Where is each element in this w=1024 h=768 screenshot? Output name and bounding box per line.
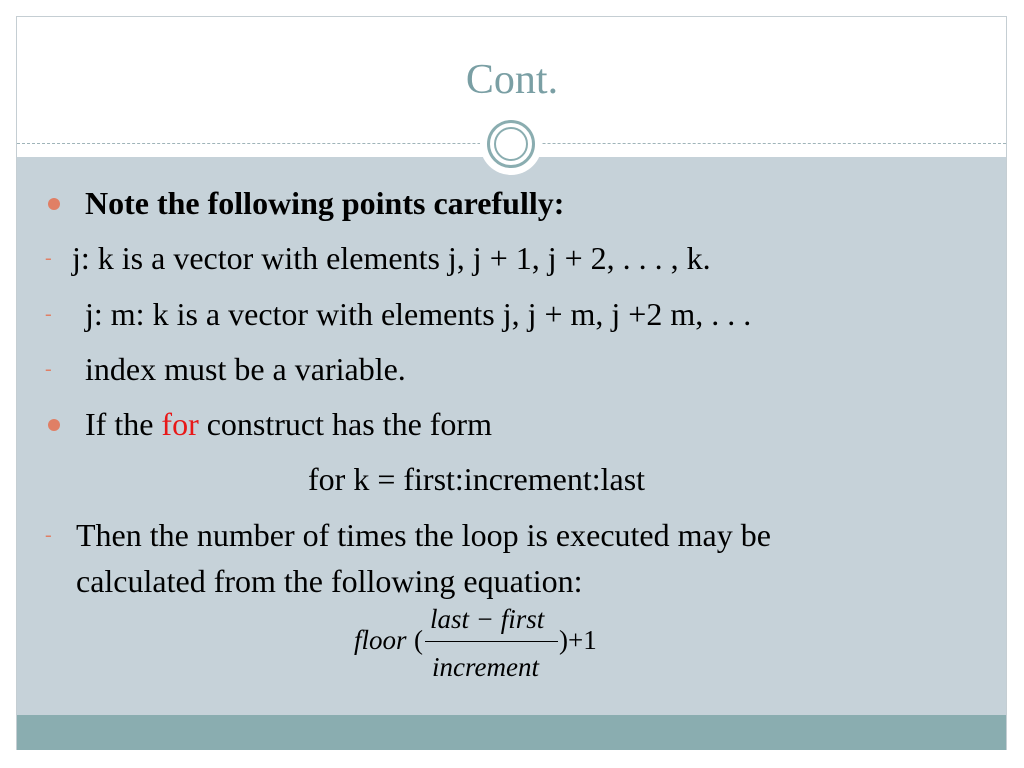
equation-open-paren: ( bbox=[414, 625, 423, 655]
for-keyword: for bbox=[161, 406, 199, 442]
for-loop-syntax: for k = first:increment:last bbox=[308, 461, 646, 497]
bullet-vector-jk: j: k is a vector with elements j, j + 1, j + 2, . . . , k. bbox=[72, 240, 711, 276]
bullet-note-heading: Note the following points carefully: bbox=[85, 185, 565, 221]
circle-ornament-icon bbox=[480, 113, 542, 175]
bullet-loop-count-line2: calculated from the following equation: bbox=[76, 563, 583, 599]
bullet-dot-icon bbox=[48, 419, 60, 431]
dash-bullet-icon: - bbox=[45, 358, 52, 380]
equation-close-plus-one: )+1 bbox=[559, 625, 597, 655]
outer-ring bbox=[487, 120, 535, 168]
for-construct-suffix: construct has the form bbox=[198, 406, 492, 442]
bullet-index-variable: index must be a variable. bbox=[85, 351, 406, 387]
dash-bullet-icon: - bbox=[45, 247, 52, 269]
slide-title: Cont. bbox=[465, 57, 559, 103]
equation-numerator: last − first bbox=[430, 604, 545, 634]
bullet-loop-count-line1: Then the number of times the loop is executed may be bbox=[76, 517, 771, 553]
bullet-dot-icon bbox=[48, 198, 60, 210]
equation-denominator: increment bbox=[432, 652, 539, 682]
inner-ring bbox=[494, 127, 528, 161]
equation-floor: floor bbox=[354, 625, 407, 655]
bullet-vector-jmk: j: m: k is a vector with elements j, j + m, j +2 m, . . . bbox=[85, 296, 752, 332]
dash-bullet-icon: - bbox=[45, 303, 52, 325]
bullet-for-construct bbox=[85, 406, 492, 442]
equation-fraction-bar bbox=[425, 641, 558, 642]
footer-bar bbox=[17, 715, 1006, 750]
for-construct-prefix: If the bbox=[85, 406, 162, 442]
dash-bullet-icon: - bbox=[45, 524, 52, 546]
